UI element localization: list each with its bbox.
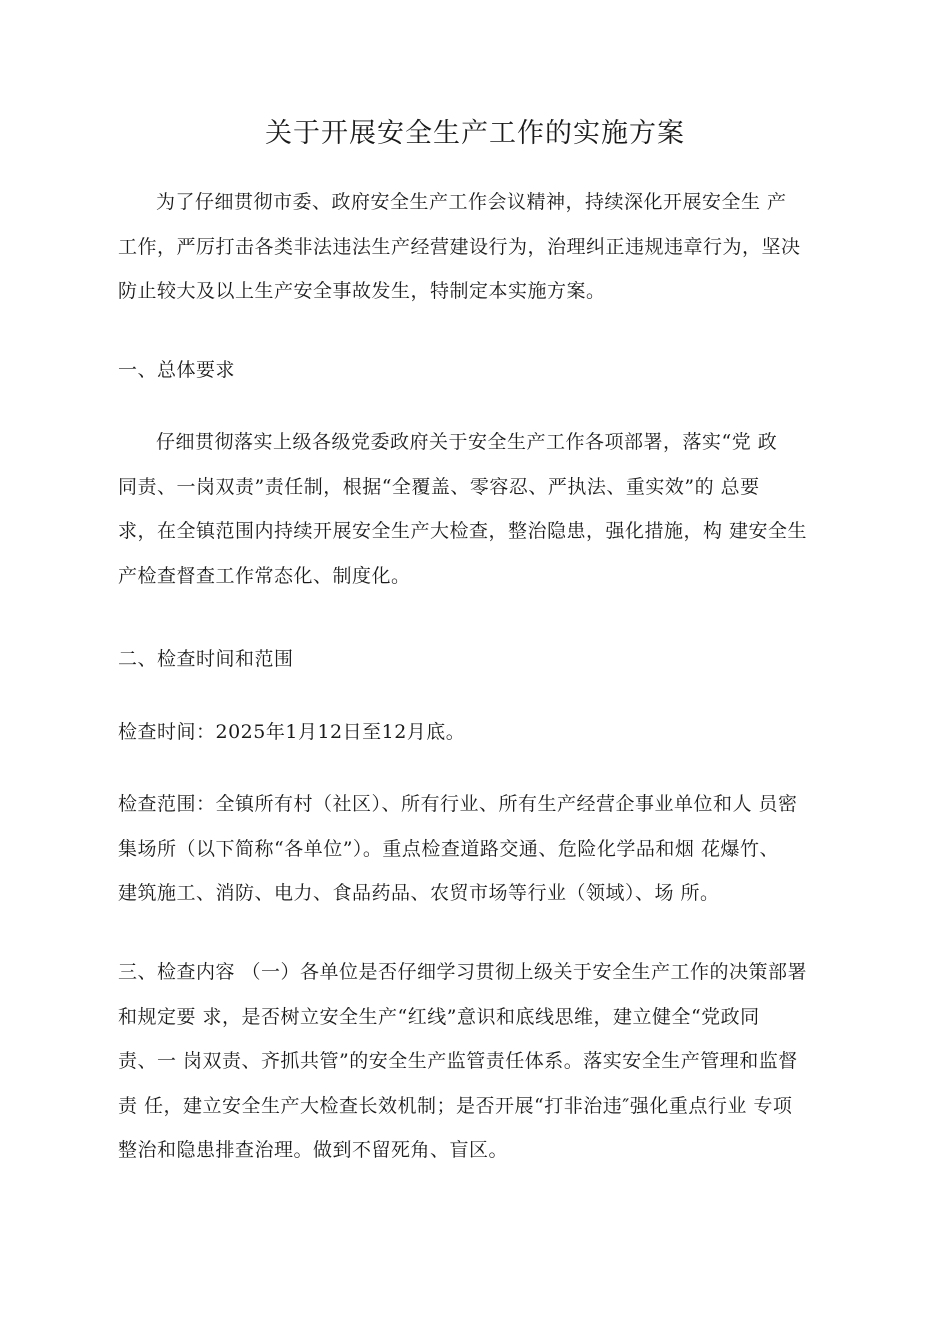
scope-line: 集场所（以下简称“各单位”）。重点检查道路交通、危险化学品和烟 花爆竹、 (118, 837, 779, 860)
section3-line: 三、检查内容 （一）各单位是否仔细学习贯彻上级关于安全生产工作的决策部署 (118, 961, 808, 983)
inspection-time: 检查时间：2025年1月12日至12月底。 (118, 721, 466, 743)
section1-paragraph (118, 420, 844, 598)
document-title: 关于开展安全生产工作的实施方案 (265, 118, 685, 149)
section3-line: 整治和隐患排查治理。做到不留死角、盲区。 (118, 1139, 509, 1161)
intro-line: 工作，严厉打击各类非法违法生产经营建设行为，治理纠正违规违章行为，坚决 (118, 235, 801, 258)
inspection-scope-paragraph (118, 782, 844, 916)
section3-line: 责、一 岗双责、齐抓共管”的安全生产监管责任体系。落实安全生产管理和监督 (118, 1050, 798, 1072)
section1-line: 产检查督查工作常态化、制度化。 (118, 564, 411, 587)
scope-line: 建筑施工、消防、电力、食品药品、农贸市场等行业（领域）、场 所。 (118, 882, 720, 904)
scope-line: 检查范围：全镇所有村（社区）、所有行业、所有生产经营企事业单位和人 员密 (118, 793, 798, 815)
section-heading-2: 二、检查时间和范围 (118, 648, 294, 670)
intro-line: 防止较大及以上生产安全事故发生，特制定本实施方案。 (118, 280, 606, 302)
section1-line: 同责、一岗双责”责任制，根据“全覆盖、零容忍、严执法、重实效”的 总要 (118, 475, 760, 498)
section3-line: 和规定要 求，是否树立安全生产“红线”意识和底线思维，建立健全“党政同 (118, 1005, 760, 1028)
intro-paragraph (118, 180, 844, 314)
section3-paragraph (118, 950, 844, 1173)
section3-line: 责 任，建立安全生产大检查长效机制；是否开展“打非治违″强化重点行业 专项 (118, 1094, 793, 1117)
section1-line: 求，在全镇范围内持续开展安全生产大检查，整治隐患，强化措施，构 建安全生 (118, 520, 808, 542)
intro-line: 为了仔细贯彻市委、政府安全生产工作会议精神，持续深化开展安全生 产 (156, 191, 787, 213)
section-heading-1: 一、总体要求 (118, 359, 236, 381)
section1-line: 仔细贯彻落实上级各级党委政府关于安全生产工作各项部署，落实“党 政 (156, 431, 778, 453)
